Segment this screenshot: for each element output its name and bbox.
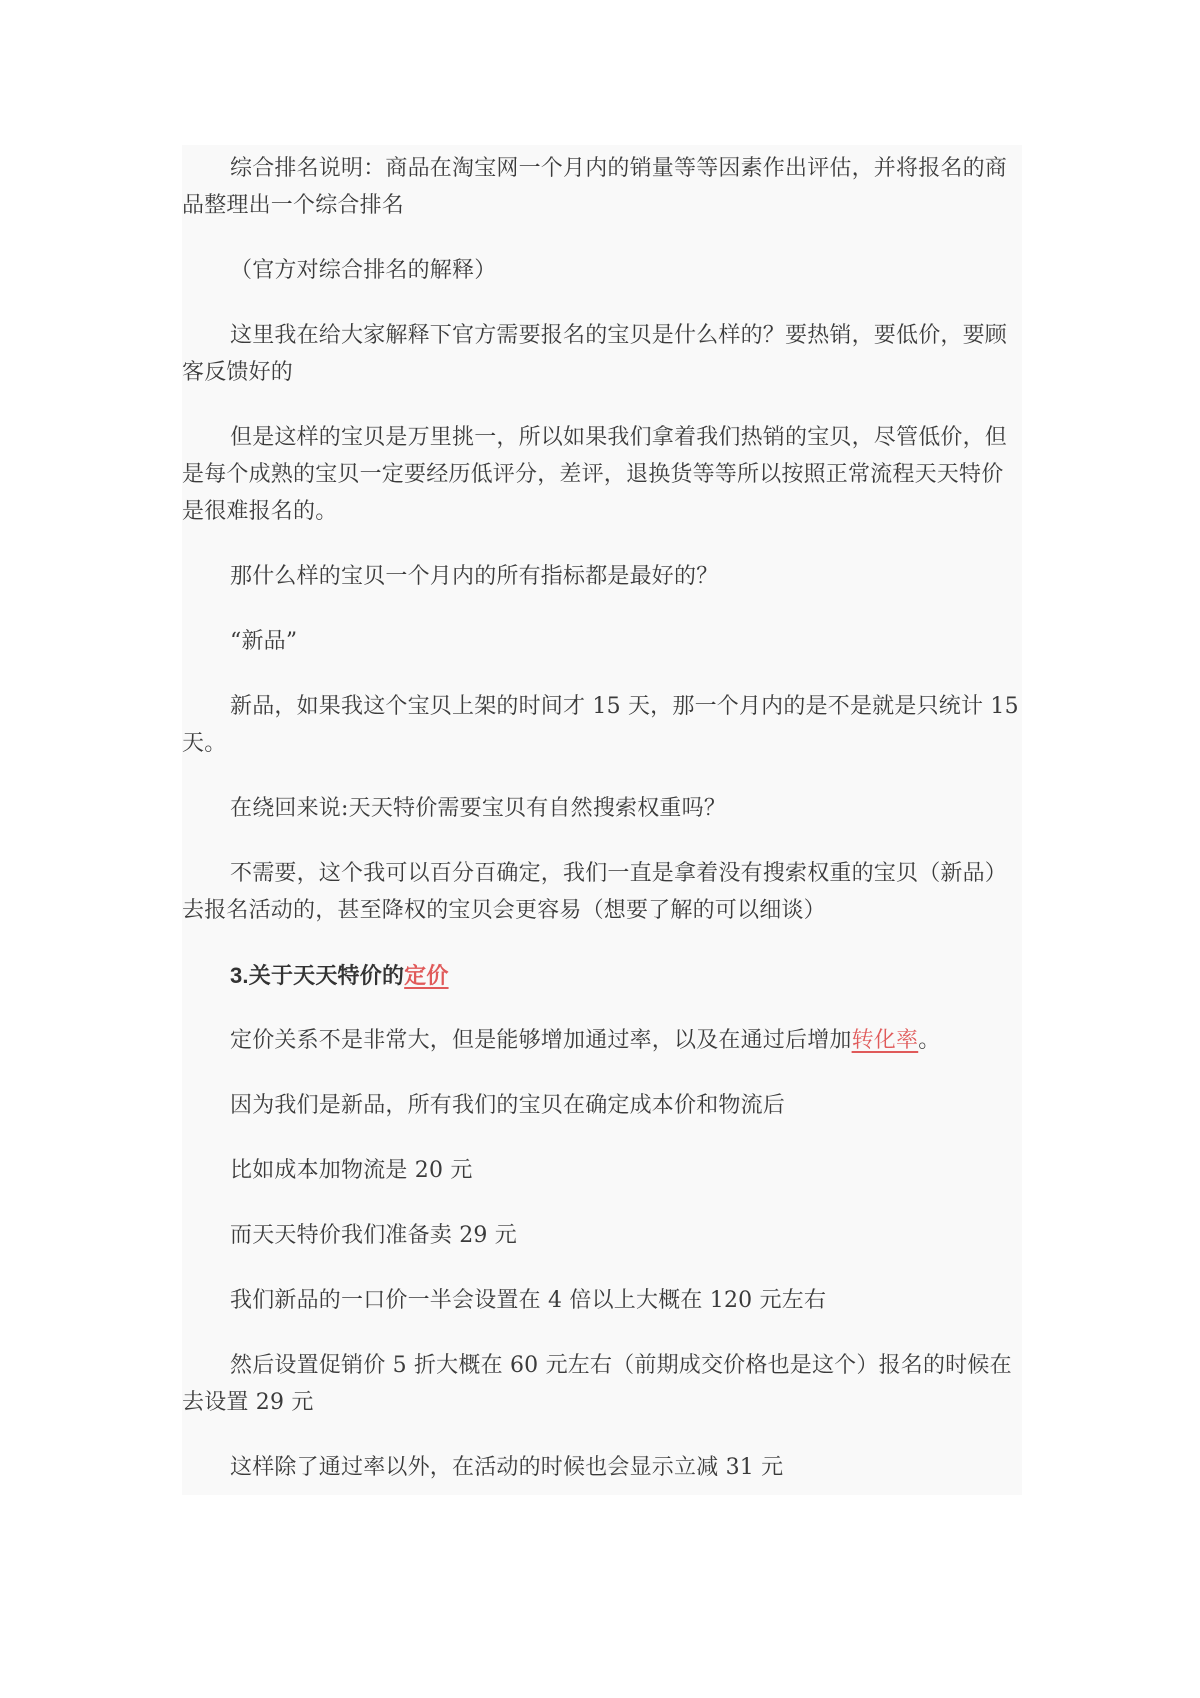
paragraph-sale-price: 而天天特价我们准备卖 29 元 bbox=[230, 1223, 517, 1248]
paragraph-new-product: “新品” bbox=[230, 629, 298, 654]
paragraph-promo-price: 然后设置促销价 5 折大概在 60 元左右（前期成交价格也是这个）报名的时候在去设置 29 元 bbox=[182, 1353, 1012, 1415]
section-heading-pricing bbox=[182, 957, 1020, 994]
paragraph-discount-display: 这样除了通过率以外，在活动的时候也会显示立减 31 元 bbox=[230, 1455, 784, 1480]
paragraph-cost-example: 比如成本加物流是 20 元 bbox=[230, 1158, 473, 1183]
paragraph-pricing-intro bbox=[182, 1022, 1020, 1059]
paragraph-official-explanation: （官方对综合排名的解释） bbox=[230, 258, 497, 283]
paragraph-list-price: 我们新品的一口价一半会设置在 4 倍以上大概在 120 元左右 bbox=[230, 1288, 827, 1313]
paragraph-ranking-description: 综合排名说明：商品在淘宝网一个月内的销量等等因素作出评估，并将报名的商品整理出一个综合排名 bbox=[182, 156, 1008, 218]
section-heading-text: 3.关于天天特价的 bbox=[230, 963, 405, 988]
pricing-intro-text: 定价关系不是非常大，但是能够增加通过率，以及在通过后增加 bbox=[230, 1028, 852, 1053]
paragraph-requirements: 这里我在给大家解释下官方需要报名的宝贝是什么样的？要热销，要低价，要顾客反馈好的 bbox=[182, 323, 1008, 385]
paragraph-search-weight-answer: 不需要，这个我可以百分百确定，我们一直是拿着没有搜索权重的宝贝（新品）去报名活动的，甚至降权的宝贝会更容易（想要了解的可以细谈） bbox=[182, 861, 1008, 923]
conversion-rate-link[interactable]: 转化率 bbox=[851, 1028, 919, 1053]
pricing-link[interactable]: 定价 bbox=[404, 963, 449, 988]
paragraph-question: 那什么样的宝贝一个月内的所有指标都是最好的？ bbox=[230, 564, 719, 589]
article-body bbox=[182, 150, 1020, 1514]
pricing-intro-suffix: 。 bbox=[918, 1028, 941, 1053]
paragraph-cost-basis: 因为我们是新品，所有我们的宝贝在确定成本价和物流后 bbox=[230, 1093, 786, 1118]
paragraph-search-weight-question: 在绕回来说:天天特价需要宝贝有自然搜索权重吗？ bbox=[230, 796, 727, 821]
paragraph-difficulty: 但是这样的宝贝是万里挑一，所以如果我们拿着我们热销的宝贝，尽管低价，但是每个成熟的宝贝一定要经历低评分，差评，退换货等等所以按照正常流程天天特价是很难报名的。 bbox=[182, 425, 1008, 524]
paragraph-15-days: 新品，如果我这个宝贝上架的时间才 15 天，那一个月内的是不是就是只统计 15 天。 bbox=[182, 694, 1019, 756]
